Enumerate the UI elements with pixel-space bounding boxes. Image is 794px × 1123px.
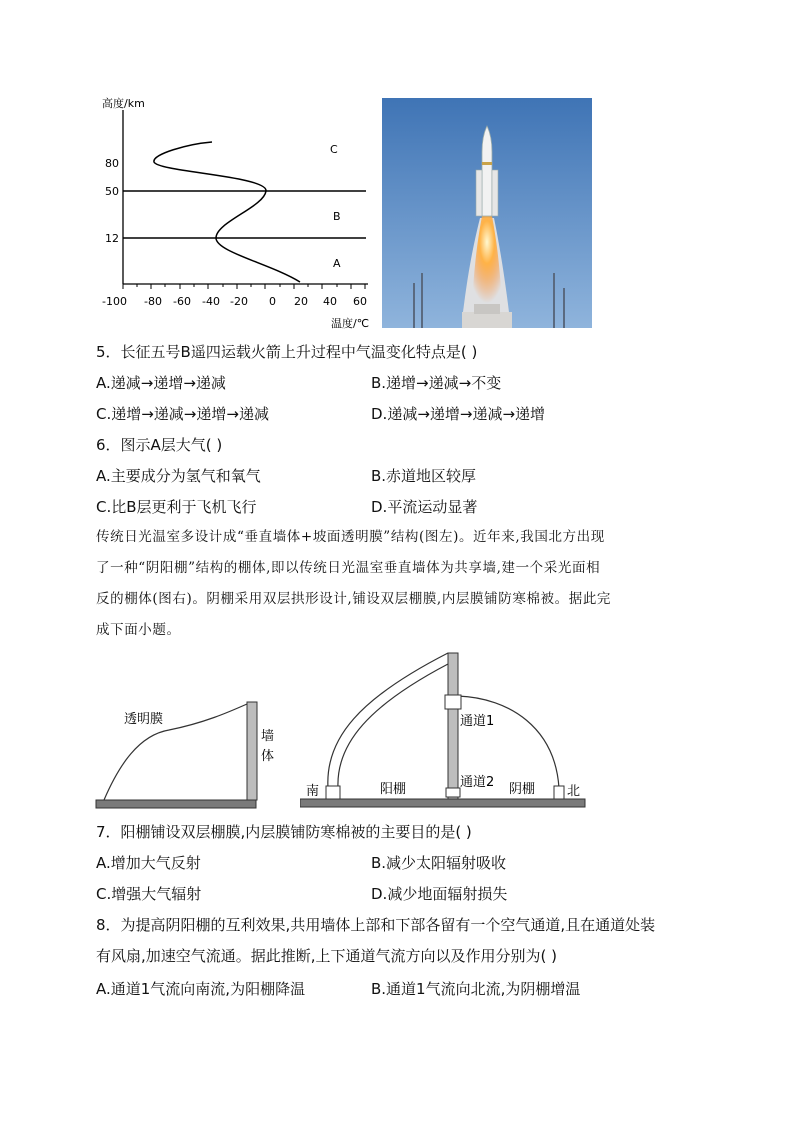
vertical-wall: [247, 702, 257, 800]
question-5-option-b[interactable]: B.递增→递减→不变: [371, 374, 502, 392]
question-8-stem-line-2: 有风扇,加速空气流通。据此推断,上下通道气流方向以及作用分别为( ): [96, 947, 558, 965]
shared-wall: [448, 653, 458, 799]
x-tick-label: -80: [144, 295, 162, 308]
south-label: 南: [306, 784, 320, 799]
question-7-option-a[interactable]: A.增加大气反射: [96, 854, 201, 872]
south-footing: [326, 786, 340, 799]
passage-line: 反的棚体(图右)。阴棚采用双层拱形设计,铺设双层棚膜,内层膜铺防寒棉被。据此完: [96, 591, 612, 607]
greenhouse-passage: [96, 522, 696, 646]
x-axis-label: 温度/℃: [331, 317, 370, 330]
layer-label-c: C: [330, 143, 338, 156]
north-label: 北: [567, 784, 581, 799]
question-6-option-b[interactable]: B.赤道地区较厚: [371, 467, 477, 485]
x-tick-label: 40: [323, 295, 337, 308]
x-tick-label: 60: [353, 295, 367, 308]
y-tick-50: 50: [105, 185, 119, 198]
question-8-stem-line-1: 8．为提高阴阳棚的互利效果,共用墙体上部和下部各留有一个空气通道,且在通道处装: [96, 916, 656, 934]
passage-line: 成下面小题。: [96, 622, 181, 638]
layer-label-b: B: [333, 210, 341, 223]
question-5-stem: 5．长征五号B遥四运载火箭上升过程中气温变化特点是( ): [96, 343, 478, 361]
north-footing: [554, 786, 564, 799]
wall-label-2: 体: [261, 749, 275, 764]
shade-shed-label: 阴棚: [509, 782, 536, 797]
layer-label-a: A: [333, 257, 341, 270]
x-tick-label: 20: [294, 295, 308, 308]
temperature-curve: [154, 142, 300, 282]
question-7-stem: 7．阳棚铺设双层棚膜,内层膜铺防寒棉被的主要目的是( ): [96, 823, 472, 841]
x-tick-label: 0: [269, 295, 276, 308]
ground-strip: [96, 800, 256, 808]
yin-yang-greenhouse-diagram: [300, 648, 590, 813]
question-6-option-c[interactable]: C.比B层更利于飞机飞行: [96, 498, 257, 516]
y-tick-80: 80: [105, 157, 119, 170]
y-tick-12: 12: [105, 232, 119, 245]
wall-label-1: 墙: [261, 729, 275, 744]
x-tick-label: -60: [173, 295, 191, 308]
question-8-option-a[interactable]: A.通道1气流向南流,为阳棚降温: [96, 980, 306, 998]
ground-strip: [300, 799, 585, 807]
question-7-option-b[interactable]: B.减少太阳辐射吸收: [371, 854, 507, 872]
channel-2-label: 通道2: [460, 775, 495, 790]
x-tick-label: -100: [102, 295, 127, 308]
question-7-option-c[interactable]: C.增强大气辐射: [96, 885, 202, 903]
y-axis-label: 高度/km: [102, 97, 145, 110]
rocket-launch-photo: [382, 98, 592, 328]
question-5-option-d[interactable]: D.递减→递增→递减→递增: [371, 405, 546, 423]
question-7-option-d[interactable]: D.减少地面辐射损失: [371, 885, 508, 903]
question-6-option-a[interactable]: A.主要成分为氢气和氧气: [96, 467, 261, 485]
x-tick-label: -40: [202, 295, 220, 308]
sun-shed-label: 阳棚: [380, 782, 407, 797]
question-5-option-a[interactable]: A.递减→递增→递减: [96, 374, 226, 392]
temperature-altitude-chart: [96, 92, 376, 337]
question-5-option-c[interactable]: C.递增→递减→递增→递减: [96, 405, 269, 423]
x-tick-label: -20: [230, 295, 248, 308]
film-label: 透明膜: [124, 712, 164, 727]
channel-2-vent: [446, 788, 460, 797]
traditional-greenhouse-diagram: [94, 690, 284, 815]
question-8-option-b[interactable]: B.通道1气流向北流,为阴棚增温: [371, 980, 581, 998]
x-ticks: [123, 284, 365, 289]
question-6-stem: 6．图示A层大气( ): [96, 436, 223, 454]
passage-line: 了一种“阴阳棚”结构的棚体,即以传统日光温室垂直墙体为共享墙,建一个采光面相: [96, 560, 601, 576]
question-6-option-d[interactable]: D.平流运动显著: [371, 498, 478, 516]
south-arch-inner: [338, 664, 448, 788]
channel-1-vent: [445, 695, 461, 709]
channel-1-label: 通道1: [460, 714, 495, 729]
passage-line: 传统日光温室多设计成“垂直墙体+坡面透明膜”结构(图左)。近年来,我国北方出现: [96, 529, 605, 545]
